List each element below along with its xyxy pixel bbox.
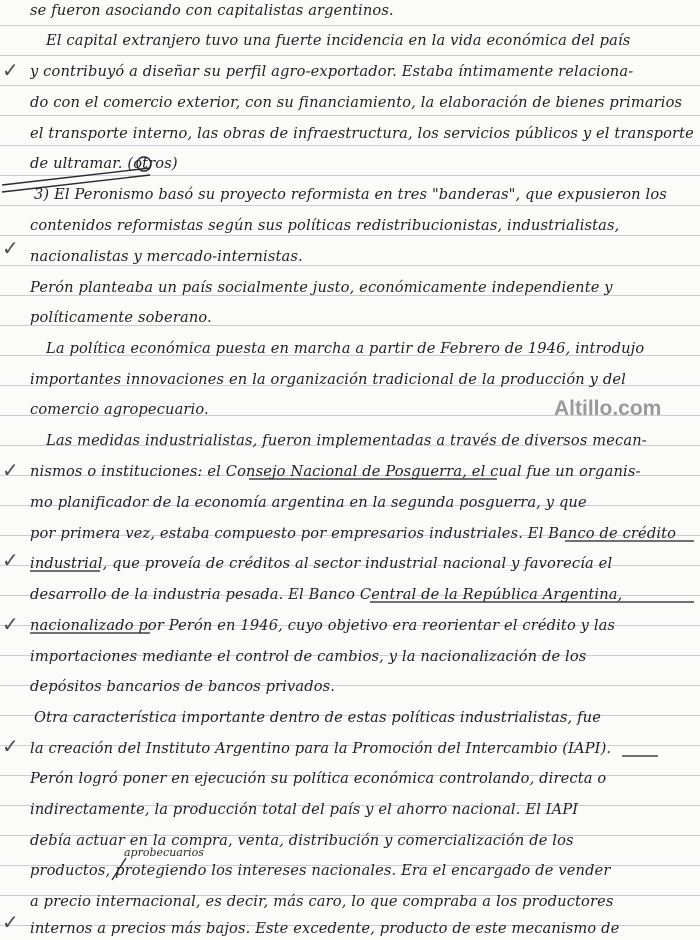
text-line-28: debía actuar en la compra, venta, distribución y comercialización de los: [30, 832, 574, 849]
text-line-30: a precio internacional, es decir, más caro, lo que compraba a los productores: [30, 893, 614, 910]
text-line-26: Perón logró poner en ejecución su política económica controlando, directa o: [30, 770, 607, 787]
text-line-3: y contribuyó a diseñar su perfil agro-exportador. Estaba íntimamente relaciona-: [30, 63, 634, 80]
text-line-2: El capital extranjero tuvo una fuerte incidencia en la vida económica del país: [46, 32, 631, 49]
text-line-29: productos, protegiendo los intereses nacionales. Era el encargado de vender: [30, 862, 611, 879]
text-line-16: nismos o instituciones: el Consejo Nacional de Posguerra, el cual fue un organis-: [30, 463, 641, 480]
text-line-8: contenidos reformistas según sus políticas redistribucionistas, industrialistas,: [30, 217, 620, 234]
text-line-4: do con el comercio exterior, con su financiamiento, la elaboración de bienes primarios: [30, 94, 683, 111]
text-line-1: se fueron asociando con capitalistas argentinos.: [30, 2, 394, 19]
text-line-20: desarrollo de la industria pesada. El Banco Central de la República Argentina,: [30, 586, 623, 603]
text-line-25: la creación del Instituto Argentino para la Promoción del Intercambio (IAPI).: [30, 740, 612, 757]
divider-stroke: [2, 168, 150, 185]
text-line-14: comercio agropecuario.: [30, 401, 209, 418]
check-mark-icon: ✓: [2, 58, 19, 82]
insertion-mark: [112, 858, 126, 880]
check-mark-icon: ✓: [2, 734, 19, 758]
check-mark-icon: ✓: [2, 548, 19, 572]
check-mark-icon: ✓: [2, 458, 19, 482]
text-line-23: depósitos bancarios de bancos privados.: [30, 678, 336, 695]
text-line-5: el transporte interno, las obras de infraestructura, los servicios públicos y el transporte: [30, 125, 694, 142]
text-line-7: 3) El Peronismo basó su proyecto reformista en tres "banderas", que expusieron los: [34, 186, 667, 203]
text-line-12: La política económica puesta en marcha a partir de Febrero de 1946, introdujo: [46, 340, 645, 357]
text-line-11: políticamente soberano.: [30, 309, 212, 326]
text-line-9: nacionalistas y mercado-internistas.: [30, 248, 303, 265]
text-line-21: nacionalizado por Perón en 1946, cuyo objetivo era reorientar el crédito y las: [30, 617, 616, 634]
text-line-13: importantes innovaciones en la organización tradicional de la producción y del: [30, 371, 626, 388]
text-line-15: Las medidas industrialistas, fueron implementadas a través de diversos mecan-: [46, 432, 647, 449]
text-line-31: internos a precios más bajos. Este excedente, producto de este mecanismo de: [30, 920, 620, 937]
text-line-6: de ultramar. (otros): [30, 155, 178, 172]
text-line-27: indirectamente, la producción total del país y el ahorro nacional. El IAPI: [30, 801, 579, 818]
text-line-17: mo planificador de la economía argentina en la segunda posguerra, y que: [30, 494, 587, 511]
interlinear-note: aprobecuarios: [124, 846, 204, 859]
text-line-19: industrial, que proveía de créditos al sector industrial nacional y favorecía el: [30, 555, 613, 572]
text-line-10: Perón planteaba un país socialmente justo, económicamente independiente y: [30, 279, 613, 296]
text-line-18: por primera vez, estaba compuesto por empresarios industriales. El Banco de crédito: [30, 525, 677, 542]
check-mark-icon: ✓: [2, 236, 19, 260]
check-mark-icon: ✓: [2, 612, 19, 636]
watermark: Altillo.com: [554, 397, 662, 420]
divider-stroke: [2, 175, 150, 192]
text-line-22: importaciones mediante el control de cambios, y la nacionalización de los: [30, 648, 587, 665]
text-line-24: Otra característica importante dentro de estas políticas industrialistas, fue: [34, 709, 601, 726]
check-mark-icon: ✓: [2, 910, 19, 934]
